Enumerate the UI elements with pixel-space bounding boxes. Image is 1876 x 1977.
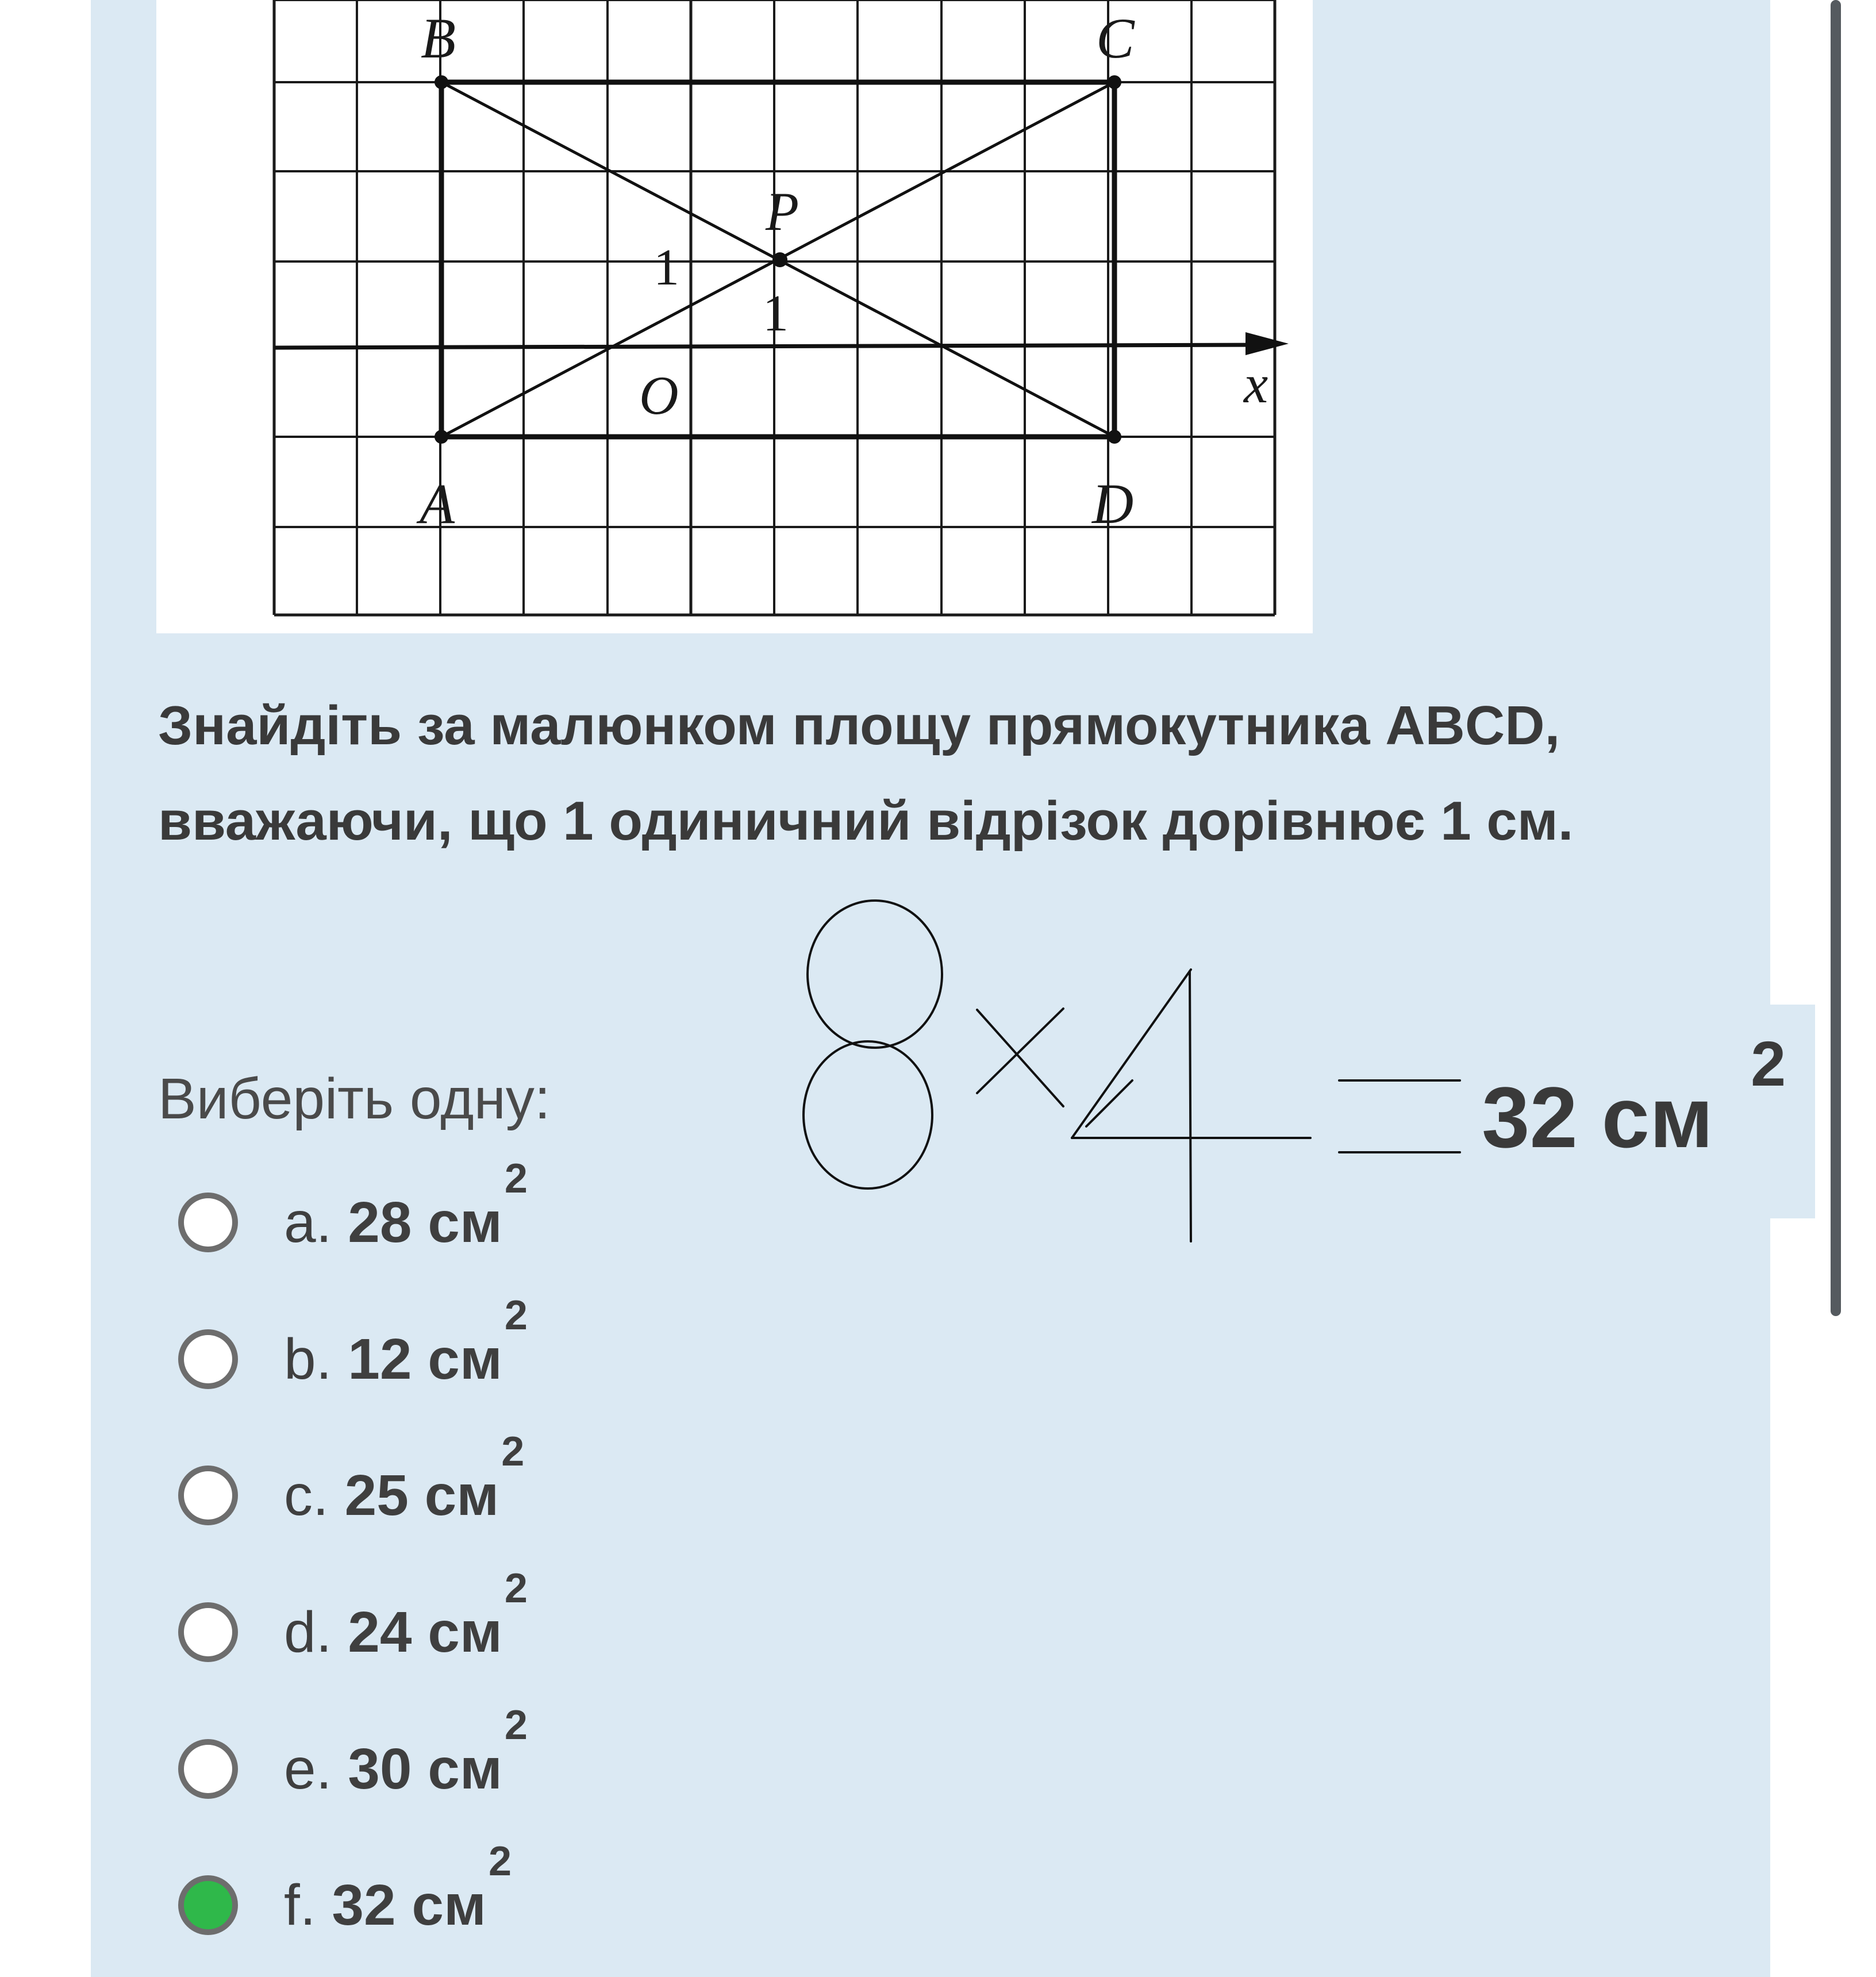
handwritten-times-stroke-1 [977, 1010, 1063, 1106]
question-text: Знайдіть за малюнком площу прямокутника ABCD, вважаючи, що 1 одиничний відрізок дорівнює 1 см. [158, 695, 1574, 852]
handwritten-calculation [782, 897, 1328, 1264]
option-b-label[interactable]: b. 12 $см^2$ [284, 1292, 528, 1391]
point-c [1108, 75, 1121, 89]
label-p: P [766, 181, 799, 242]
handwritten-times-stroke-2 [977, 1009, 1063, 1093]
option-f[interactable] [178, 1838, 512, 1948]
label-x-axis: x [1244, 353, 1268, 414]
label-b: B [421, 6, 456, 70]
radio-button-c[interactable] [178, 1466, 238, 1525]
select-one-prompt: Виберіть одну: [158, 1067, 551, 1131]
option-c-label[interactable]: c. 25 $см^2$ [284, 1428, 525, 1528]
handwritten-digit-4-tick [1086, 1080, 1132, 1126]
point-b [435, 75, 448, 89]
rectangle-figure [156, 0, 1313, 633]
handwritten-digit-8-bottom [804, 1041, 932, 1188]
option-f-label[interactable]: f. 32 $см^2$ [284, 1838, 512, 1937]
option-d[interactable] [178, 1565, 528, 1675]
pasted-answer [1464, 1005, 1815, 1218]
label-a: A [420, 472, 455, 536]
radio-button-a[interactable] [178, 1193, 238, 1252]
radio-button-d[interactable] [178, 1602, 238, 1662]
unit-label-y: 1 [653, 239, 679, 296]
option-a-label[interactable]: a. 28 $см^2$ [284, 1155, 528, 1255]
point-p [772, 252, 787, 267]
handwritten-digit-4-stem [1190, 971, 1191, 1241]
label-d: D [1092, 472, 1134, 536]
radio-button-f-selected[interactable] [178, 1875, 238, 1935]
handwritten-digit-8-top [808, 901, 942, 1048]
answer-superscript: 2 [1751, 1029, 1786, 1099]
answer-value: 32 см [1482, 1069, 1713, 1166]
label-c: C [1096, 6, 1135, 70]
option-b[interactable] [178, 1292, 528, 1402]
scrollbar[interactable] [1831, 0, 1841, 1316]
option-a[interactable] [178, 1155, 528, 1266]
handwritten-digit-4-diagonal [1072, 970, 1191, 1138]
option-d-label[interactable]: d. 24 $см^2$ [284, 1565, 528, 1664]
unit-label-x: 1 [763, 285, 789, 342]
option-c[interactable] [178, 1428, 525, 1538]
handwritten-equals-sign [1333, 1057, 1471, 1172]
option-e-label[interactable]: e. 30 $см^2$ [284, 1702, 528, 1801]
label-o: O [639, 365, 679, 426]
point-a [435, 430, 448, 444]
radio-button-b[interactable] [178, 1329, 238, 1389]
option-e[interactable] [178, 1702, 528, 1812]
radio-button-e[interactable] [178, 1739, 238, 1799]
point-d [1108, 430, 1121, 444]
